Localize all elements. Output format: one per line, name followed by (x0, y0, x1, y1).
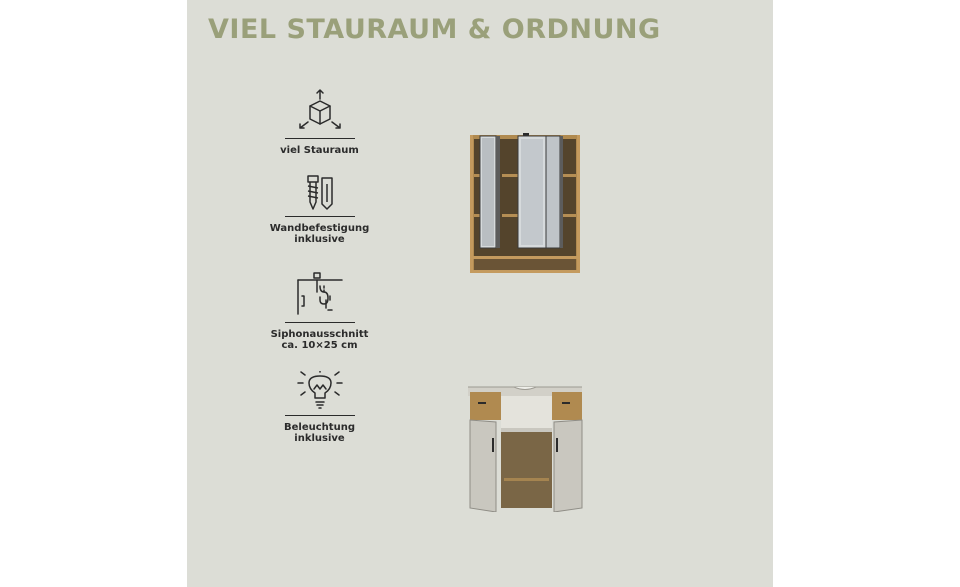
feature-wall-mount (247, 174, 392, 245)
divider (285, 322, 355, 323)
feature-label: viel Stauraum (280, 145, 359, 156)
headline: VIEL STAURAUM & ORDNUNG (208, 14, 661, 45)
siphon-cutout-icon (290, 270, 350, 318)
wall-mount-screw-icon (292, 174, 348, 212)
divider (285, 415, 355, 416)
storage-cube-icon (292, 88, 348, 134)
product-info-panel (187, 0, 773, 587)
divider (285, 138, 355, 139)
feature-label: Beleuchtung inklusive (284, 422, 355, 444)
feature-label: Wandbefestigung inklusive (269, 223, 370, 245)
feature-lighting (247, 371, 392, 444)
feature-siphon-cutout (247, 270, 392, 351)
feature-storage (247, 88, 392, 156)
mirror-cabinet-image (466, 130, 594, 275)
lightbulb-icon (292, 371, 348, 411)
vanity-cabinet-image (466, 378, 594, 512)
divider (285, 216, 355, 217)
feature-label: Siphonausschnitt ca. 10×25 cm (270, 329, 369, 351)
